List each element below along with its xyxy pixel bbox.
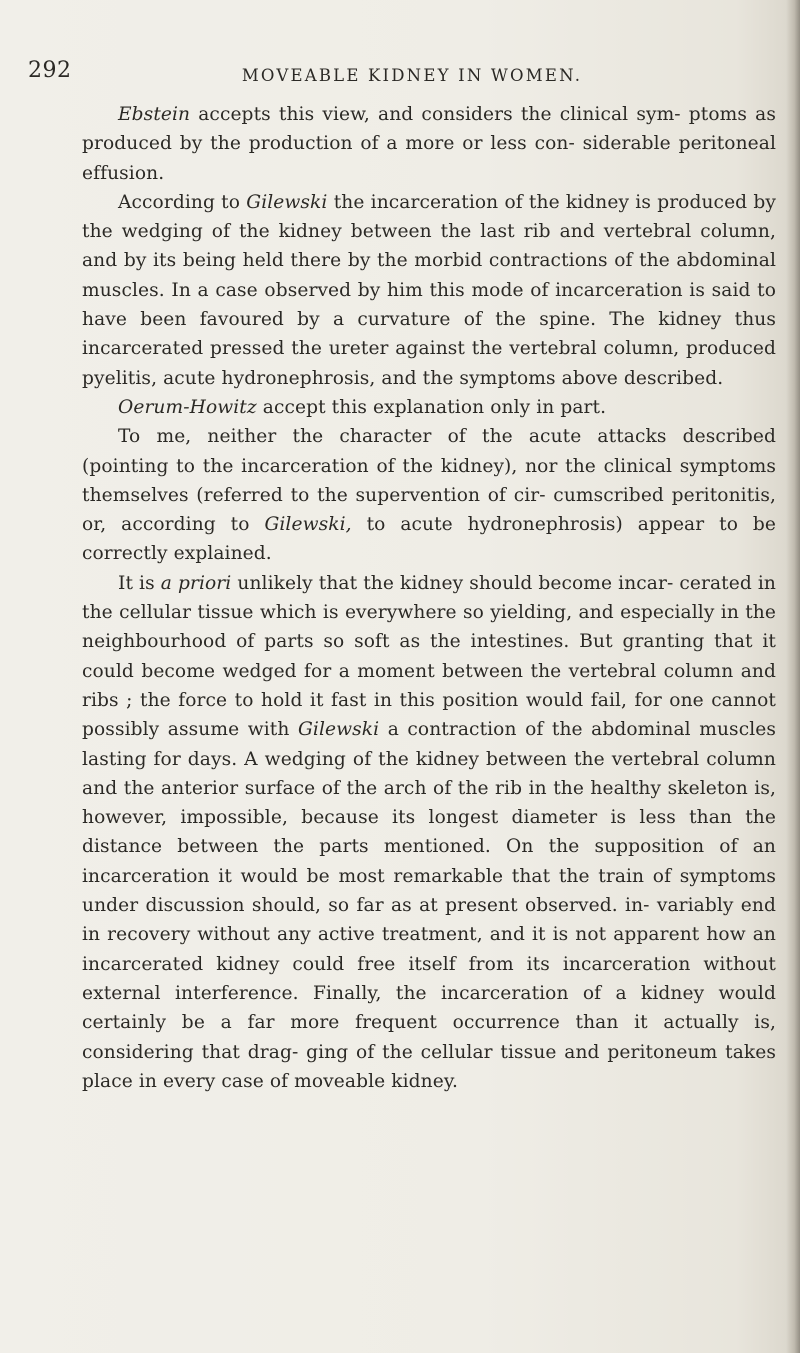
page-header <box>0 58 800 98</box>
author-name: Ebstein <box>118 104 191 125</box>
author-name: Oerum-Howitz <box>118 396 257 418</box>
paragraph-4 <box>82 422 776 568</box>
paragraph-text: It is <box>118 572 161 594</box>
running-head: MOVEABLE KIDNEY IN WOMEN. <box>241 66 583 85</box>
author-name: Gilewski <box>246 191 328 213</box>
paragraph-2 <box>82 188 776 393</box>
paragraph-3 <box>82 393 776 422</box>
author-name: Gilewski <box>297 719 380 741</box>
paragraph-1 <box>82 100 776 188</box>
paragraph-text: unlikely that the kidney should become incar- cerated in the cellular tissue which is everywhere so yielding, and especially in the neighbourhood of parts so soft as the intestines. But granting that it could become wedged for a moment between the vertebral column and ribs ; the force to hold it fast in this position would fail, for one cannot possibly assume with <box>82 572 776 741</box>
paragraph-text: a contraction of the abdominal muscles lasting for days. A wedging of the kidney between the vertebral column and the anterior surface of the arch of the rib in the healthy skeleton is, however, impossible, because its longest diameter is less than the distance between the parts mentioned. On the supposition of an incarceration it would be most remarkable that the train of symptoms under discussion should, so far as at present observed. in- variably end in recovery without any active treatment, and it is not apparent how an incarcerated kidney could free itself from its incarceration without external interference. Finally, the incarceration of a kidney would certainly be a far more frequent occurrence than it actually is, considering that drag- ging of the cellular tissue and peritoneum takes place in every case of moveable kidney. <box>82 719 777 1092</box>
body-text <box>82 100 776 1096</box>
paragraph-text: To me, neither the character of the acute attacks described (pointing to the incarceration of the kidney), nor the clinical symptoms themselves (referred to the supervention of cir- cumscribed peritonitis, or, according to <box>82 426 776 536</box>
page-number: 292 <box>28 58 72 83</box>
paragraph-text: the incarceration of the kidney is produced by the wedging of the kidney between the last rib and vertebral column, and by its being held there by the morbid contractions of the abdominal muscles. In a case observed by him this mode of incarceration is said to have been favoured by a curvature of the spine. The kidney thus incarcerated pressed the ureter against the vertebral column, produced pyelitis, acute hydronephrosis, and the symptoms above described. <box>82 191 776 389</box>
paragraph-text: According to <box>118 191 247 213</box>
paragraph-5 <box>82 569 776 1096</box>
latin-phrase: a priori <box>160 572 232 594</box>
paragraph-text: to acute hydronephrosis) appear to be correctly explained. <box>82 514 776 565</box>
paragraph-text: accepts this view, and considers the clinical sym- ptoms as produced by the production of a more or less con- siderable peritoneal effusion. <box>82 104 776 184</box>
author-name: Gilewski, <box>264 514 352 536</box>
page-edge-shadow <box>786 0 800 1353</box>
paragraph-text: accept this explanation only in part. <box>256 396 607 418</box>
